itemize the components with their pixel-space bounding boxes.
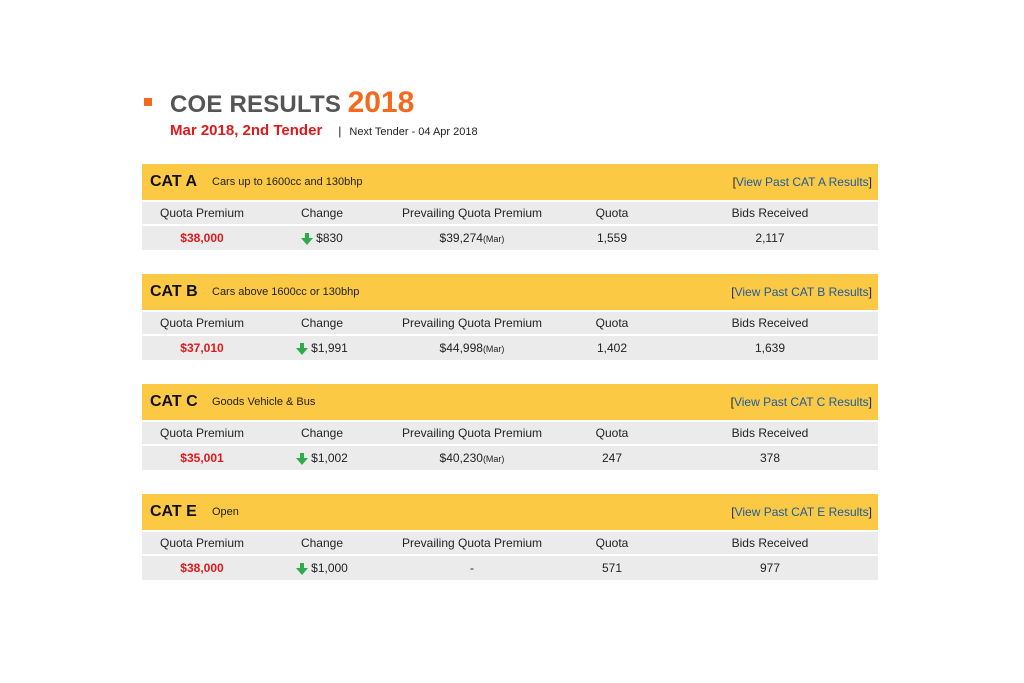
category-block-b [142, 274, 878, 360]
separator: | [338, 124, 342, 138]
prevailing-value: - [470, 561, 474, 575]
view-past-results-link[interactable]: View Past CAT B Results [734, 285, 869, 299]
col-quota-premium: Quota Premium [159, 206, 245, 220]
col-quota: Quota [595, 316, 629, 330]
col-quota: Quota [595, 536, 629, 550]
bracket-open: [ [732, 175, 736, 189]
view-past-results [731, 505, 872, 519]
change-value: $1,000 [311, 561, 348, 575]
bracket-close: ] [868, 395, 872, 409]
col-prevailing: Prevailing Quota Premium [401, 426, 543, 440]
col-prevailing: Prevailing Quota Premium [401, 316, 543, 330]
arrow-down-icon [296, 563, 308, 575]
column-header-row [142, 422, 878, 444]
col-quota-premium: Quota Premium [159, 536, 245, 550]
prevailing-cell [382, 451, 562, 465]
column-header-row [142, 202, 878, 224]
category-description: Cars above 1600cc or 130bhp [212, 286, 360, 298]
current-tender: Mar 2018, 2nd Tender [170, 122, 323, 139]
bids-value: 977 [759, 561, 781, 575]
quota-premium-value: $38,000 [180, 561, 224, 575]
view-past-results-link[interactable]: View Past CAT C Results [733, 395, 869, 409]
change-cell [262, 231, 382, 245]
view-past-results-link[interactable]: View Past CAT E Results [734, 505, 869, 519]
category-description: Open [212, 506, 239, 518]
quota-value: 1,559 [596, 231, 628, 245]
bracket-close: ] [868, 175, 872, 189]
quota-premium-value: $35,001 [180, 451, 224, 465]
values-row [142, 556, 878, 580]
category-block-a [142, 164, 878, 250]
change-value: $1,991 [311, 341, 348, 355]
quota-value: 247 [601, 451, 623, 465]
bracket-close: ] [868, 505, 872, 519]
col-change: Change [300, 316, 344, 330]
bracket-open: [ [730, 395, 734, 409]
category-description: Goods Vehicle & Bus [212, 396, 316, 408]
quota-premium-value: $37,010 [180, 341, 224, 355]
category-description: Cars up to 1600cc and 130bhp [212, 176, 363, 188]
bids-value: 2,117 [755, 231, 785, 245]
category-header [142, 164, 878, 200]
col-quota: Quota [595, 206, 629, 220]
change-cell [262, 341, 382, 355]
view-past-results [731, 395, 872, 409]
values-row [142, 446, 878, 470]
quota-value: 1,402 [596, 341, 628, 355]
view-past-results [731, 285, 872, 299]
title-year: 2018 [347, 86, 415, 119]
bracket-open: [ [731, 285, 735, 299]
prevailing-cell [382, 561, 562, 575]
col-bids: Bids Received [731, 206, 809, 220]
category-name: CAT A [150, 173, 198, 190]
values-row [142, 226, 878, 250]
col-bids: Bids Received [731, 316, 809, 330]
col-change: Change [300, 426, 344, 440]
prevailing-value: $40,230 [439, 451, 483, 465]
title-text: COE RESULTS [170, 91, 342, 118]
col-quota-premium: Quota Premium [159, 316, 245, 330]
prevailing-cell [382, 341, 562, 355]
page-title [170, 86, 414, 120]
prevailing-value: $44,998 [439, 341, 483, 355]
values-row [142, 336, 878, 360]
tender-info [170, 122, 478, 139]
column-header-row [142, 312, 878, 334]
quota-value: 571 [601, 561, 623, 575]
view-past-results-link[interactable]: View Past CAT A Results [735, 175, 869, 189]
category-block-c [142, 384, 878, 470]
category-header [142, 274, 878, 310]
category-name: CAT B [150, 283, 198, 300]
column-header-row [142, 532, 878, 554]
category-name: CAT C [150, 393, 198, 410]
view-past-results [733, 175, 872, 189]
col-change: Change [300, 206, 344, 220]
category-name: CAT E [150, 503, 197, 520]
prevailing-month: (Mar) [482, 454, 505, 464]
change-value: $1,002 [311, 451, 348, 465]
arrow-down-icon [301, 233, 313, 245]
col-prevailing: Prevailing Quota Premium [401, 206, 543, 220]
col-bids: Bids Received [731, 536, 809, 550]
col-change: Change [300, 536, 344, 550]
square-bullet-icon [144, 98, 152, 106]
col-quota: Quota [595, 426, 629, 440]
prevailing-cell [382, 231, 562, 245]
arrow-down-icon [296, 453, 308, 465]
prevailing-month: (Mar) [482, 234, 505, 244]
prevailing-value: $39,274 [439, 231, 483, 245]
arrow-down-icon [296, 343, 308, 355]
bids-value: 378 [759, 451, 781, 465]
category-header [142, 494, 878, 530]
change-value: $830 [316, 231, 343, 245]
prevailing-month: (Mar) [482, 344, 505, 354]
bids-value: 1,639 [754, 341, 786, 355]
category-block-e [142, 494, 878, 580]
col-prevailing: Prevailing Quota Premium [401, 536, 543, 550]
change-cell [262, 561, 382, 575]
col-quota-premium: Quota Premium [159, 426, 245, 440]
bracket-close: ] [868, 285, 872, 299]
next-tender: Next Tender - 04 Apr 2018 [349, 126, 478, 138]
category-header [142, 384, 878, 420]
col-bids: Bids Received [731, 426, 809, 440]
bracket-open: [ [731, 505, 735, 519]
quota-premium-value: $38,000 [180, 231, 224, 245]
change-cell [262, 451, 382, 465]
